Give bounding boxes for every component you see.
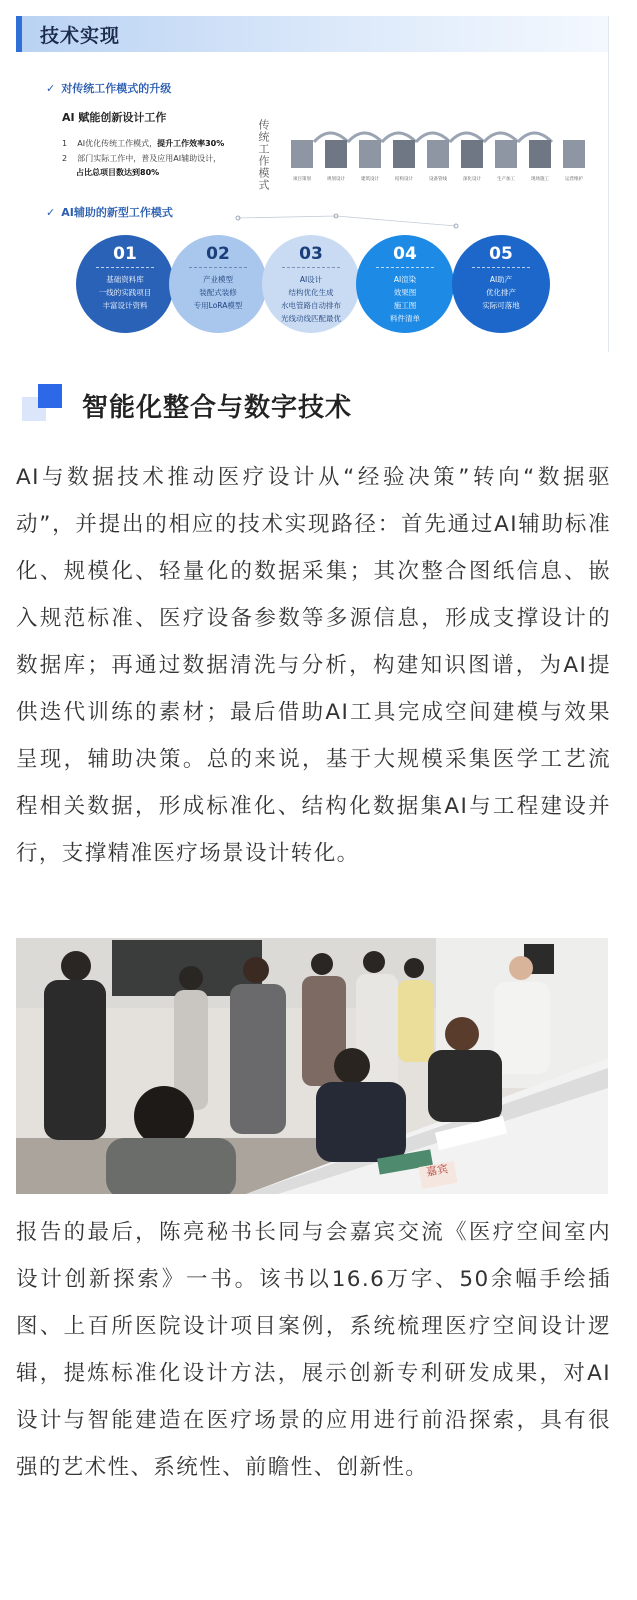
body-paragraph-2: 报告的最后，陈亮秘书长同与会嘉宾交流《医疗空间室内设计创新探索》一书。该书以16.6万字、50余幅手绘插图、上百所医院设计项目案例，系统梳理医疗空间设计逻辑，提炼标准化设计方法，展示创新专利研发成果，对AI设计与智能建造在医疗场景的应用进行前沿探索，具有很强的艺术性、系统性、前瞻性、创新性。 <box>16 1220 611 1480</box>
process-step-figure <box>359 140 381 168</box>
process-step-label: 运营维护 <box>565 177 583 182</box>
bullet-2: 2 部门实际工作中，普及应用AI辅助设计， <box>62 154 222 163</box>
body-paragraph-1: AI与数据技术推动医疗设计从“经验决策”转向“数据驱动”，并提出的相应的技术实现路径：首先通过AI辅助标准化、规模化、轻量化的数据采集；其次整合图纸信息、嵌入规范标准、医疗设备参数等多源信息，形成支撑设计的数据库；再通过数据清洗与分析，构建知识图谱，为AI提供迭代训练的素材；最后借助AI工具完成空间建模与效果呈现，辅助决策。总的来说，基于大规模采集医学工艺流程相关数据，形成标准化、结构化数据集AI与工程建设并行，支撑精准医疗场景设计转化。 <box>16 465 611 866</box>
heading-square-icon <box>38 384 62 408</box>
process-step-figure <box>529 140 551 168</box>
stage-circle-04: 04 AI渲染 效果图 施工图 料件清单 <box>356 235 454 333</box>
meeting-photo <box>16 938 608 1194</box>
header-accent-bar <box>16 16 22 52</box>
bullet-1: 1 AI优化传统工作模式，提升工作效率30% <box>62 139 225 148</box>
process-step-figure <box>325 140 347 168</box>
process-step-label: 深化设计 <box>463 177 481 182</box>
process-step-figure <box>393 140 415 168</box>
stage-circle-05: 05 AI助产 优化排产 实际可落地 <box>452 235 550 333</box>
slide-title: 技术实现 <box>40 25 121 47</box>
stage-circle-03: 03 AI设计 结构优化生成 水电管路自动排布 光线动线匹配最优 <box>262 235 360 333</box>
section2-label: ✓ AI辅助的新型工作模式 <box>46 206 173 219</box>
name-card: 嘉宾 <box>425 1162 450 1179</box>
process-step-label: 生产加工 <box>497 177 515 182</box>
process-step-label: 现场施工 <box>531 177 549 182</box>
process-step-label: 设备管线 <box>429 177 447 182</box>
technology-slide-image <box>16 16 609 352</box>
process-step-label: 建筑设计 <box>361 177 379 182</box>
stage-circle-01: 01 基础资料库 一线的实践项目 丰富设计资料 <box>76 235 174 333</box>
process-step-figure <box>461 140 483 168</box>
process-diagram <box>278 112 598 190</box>
check-icon: ✓ <box>46 82 56 95</box>
process-step-figure <box>563 140 585 168</box>
process-step-label: 规划设计 <box>327 177 345 182</box>
process-step-label: 结构设计 <box>395 177 413 182</box>
stage-circle-02: 02 产业模型 装配式装修 专用LoRA模型 <box>169 235 267 333</box>
process-step-figure <box>427 140 449 168</box>
check-icon: ✓ <box>46 206 56 219</box>
meeting-photo-illustration <box>16 938 608 1194</box>
section1-label: ✓ 对传统工作模式的升级 <box>46 82 172 95</box>
process-step-label: 项目策划 <box>293 177 311 182</box>
traditional-mode-label: 传统工作模式 <box>257 119 270 191</box>
bullet-2-bold: 占比总项目数达到80% <box>76 168 160 177</box>
process-step-figure <box>495 140 517 168</box>
process-step-figure <box>291 140 313 168</box>
section-heading: 智能化整合与数字技术 <box>82 393 353 423</box>
section1-subtitle: AI 赋能创新设计工作 <box>62 111 167 124</box>
slide-header <box>16 16 608 52</box>
